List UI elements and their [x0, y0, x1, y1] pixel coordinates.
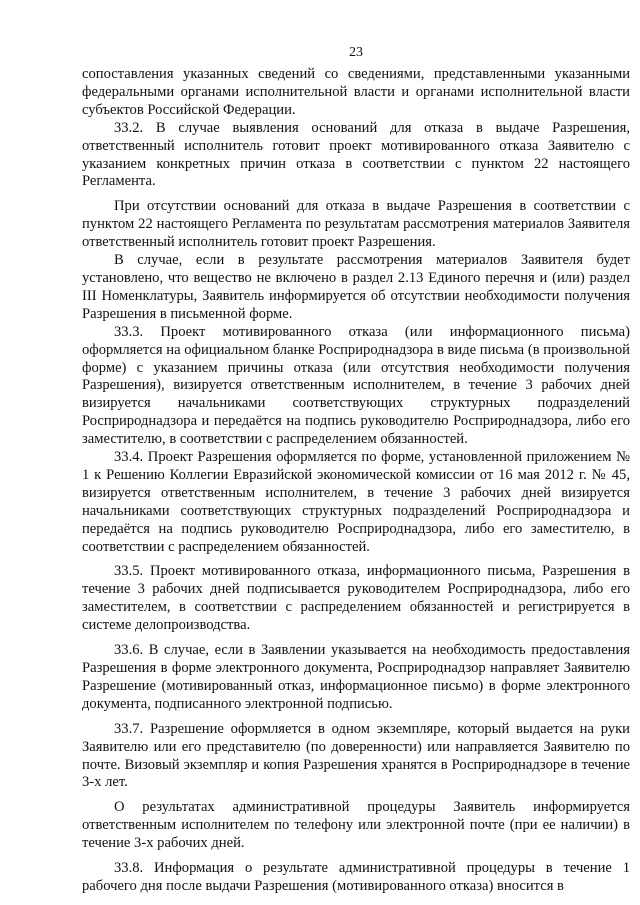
paragraph-33-6: 33.6. В случае, если в Заявлении указывается на необходимость предоставления Разрешения в форме электронного документа, Росприроднадзор направляет Заявителю Разрешение (мотивированный отказ, информационное письмо) в форме электронного документа, подписанного электронной подписью.	[82, 642, 630, 712]
paragraph-no-grounds: При отсутствии оснований для отказа в выдаче Разрешения в соответствии с пунктом 22 настоящего Регламента по результатам рассмотрения материалов Заявителя ответственный исполнитель готовит проект Разрешения.	[82, 198, 630, 251]
paragraph-33-4: 33.4. Проект Разрешения оформляется по форме, установленной приложением № 1 к Решению Коллегии Евразийской экономической комиссии от 16 мая 2012 г. № 45, визируется ответственным исполнителем, в течение 3 рабочих дней визируется начальниками соответствующих структурных подразделений Росприроднадзора и передаётся на подпись руководителю Росприроднадзора, либо его заместителю, в соответствии с распределением обязанностей.	[82, 449, 630, 555]
paragraph-33-5: 33.5. Проект мотивированного отказа, информационного письма, Разрешения в течение 3 рабочих дней подписывается руководителем Росприроднадзора, либо его заместителем, в соответствии с распределением обязанностей и регистрируется в системе делопроизводства.	[82, 563, 630, 634]
paragraph-not-included: В случае, если в результате рассмотрения материалов Заявителя будет установлено, что вещество не включено в раздел 2.13 Единого перечня и (или) раздел III Номенклатуры, Заявитель информируется об отсутствии необходимости получения Разрешения в письменной форме.	[82, 252, 630, 322]
paragraph-33-8: 33.8. Информация о результате административной процедуры в течение 1 рабочего дня после выдачи Разрешения (мотивированного отказа) вносится в	[82, 860, 630, 894]
paragraph-33-3: 33.3. Проект мотивированного отказа (или информационного письма) оформляется на официальном бланке Росприроднадзора в виде письма (в произвольной форме) с указанием причины отказа (или отсутствия необходимости получения Разрешения), визируется ответственным исполнителем, в течение 3 рабочих дней визируется начальниками соответствующих структурных подразделений Росприроднадзора и передаётся на подпись руководителю Росприроднадзора, либо его заместителю, в соответствии с распределением обязанностей.	[82, 323, 630, 448]
paragraph-results: О результатах административной процедуры Заявитель информируется ответственным исполнителем по телефону или электронной почте (при ее наличии) в течение 3-х рабочих дней.	[82, 799, 630, 852]
paragraph-continuation: сопоставления указанных сведений со сведениями, представленными указанными федеральными органами исполнительной власти и органами исполнительной власти субъектов Российской Федерации.	[82, 66, 630, 118]
paragraph-33-7: 33.7. Разрешение оформляется в одном экземпляре, который выдается на руки Заявителю или его представителю (по доверенности) или направляется Заявителю по почте. Визовый экземпляр и копия Разрешения хранятся в Росприроднадзоре в течение 3-х лет.	[82, 720, 630, 791]
page-number: 23	[349, 45, 363, 60]
document-body	[82, 66, 630, 896]
paragraph-33-2: 33.2. В случае выявления оснований для отказа в выдаче Разрешения, ответственный исполнитель готовит проект мотивированного отказа Заявителю с указанием конкретных причин отказа в соответствии с пунктом 22 настоящего Регламента.	[82, 119, 630, 190]
